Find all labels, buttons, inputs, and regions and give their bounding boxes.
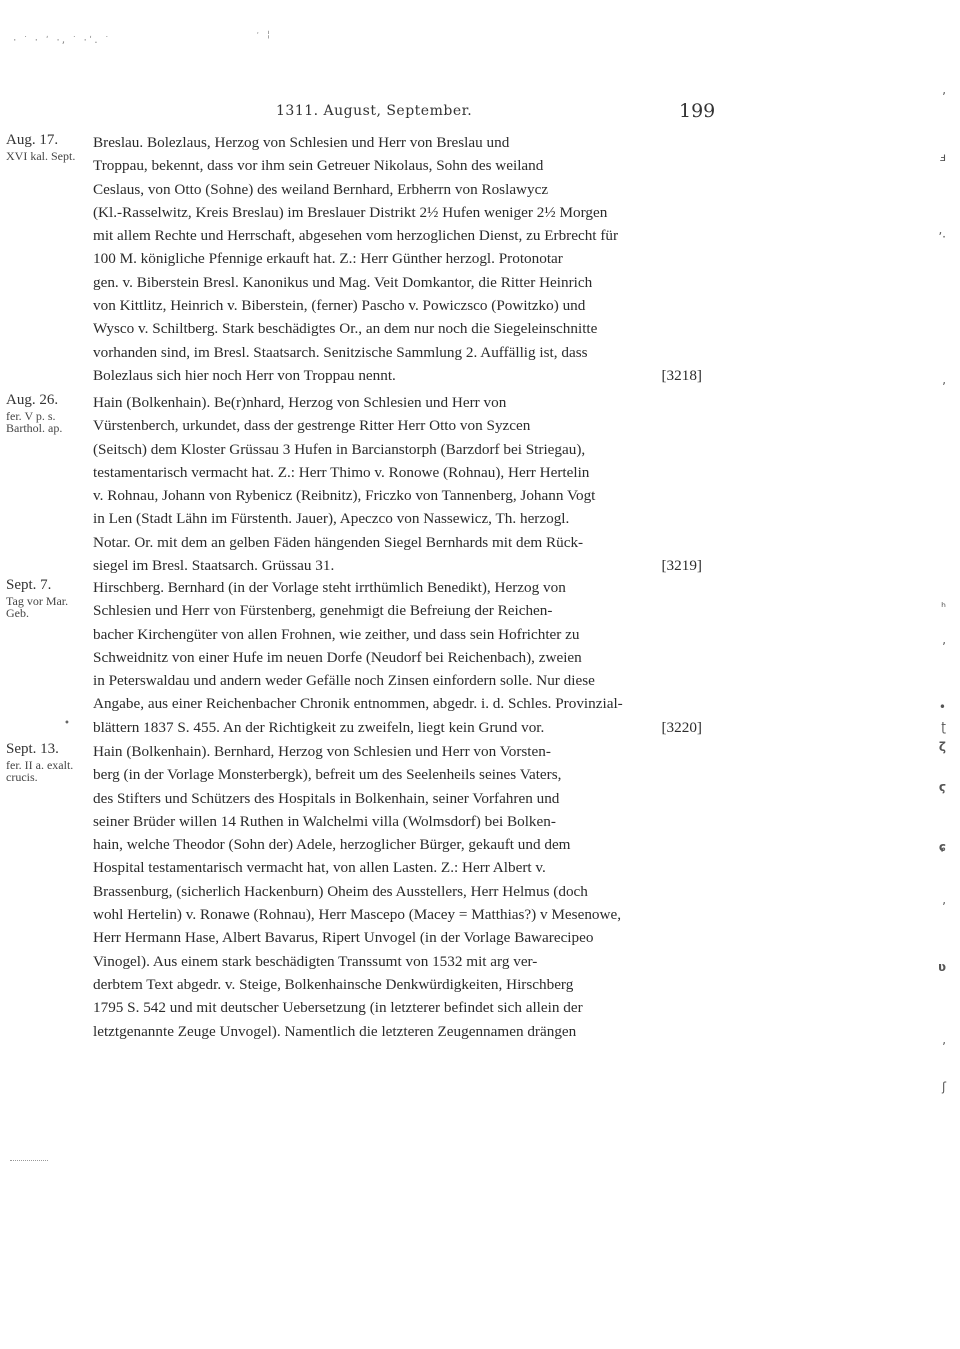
entry-feast: fer. II a. exalt. crucis.: [6, 758, 74, 784]
text-line: Ceslaus, von Otto (Sohne) des weiland Bernhard, Erbherrn von Roslawycz: [93, 180, 549, 198]
text-line: [93, 716, 702, 739]
entry-body: [93, 391, 702, 577]
scan-edge-artifacts: ʼ ⅎ ʼ· ʼ ʰ ʼ • ʈ ζ ϛ ɕ ʼ ʋ ʼ ʃ: [937, 90, 946, 1094]
text-line: Schlesien und Herr von Fürstenberg, genehmigt die Befreiung der Reichen-: [93, 602, 553, 620]
entry-feast: XVI kal. Sept.: [6, 149, 76, 163]
entry-date: Aug. 17.: [6, 132, 59, 148]
text-line: [93, 364, 702, 387]
text-line: von Kittlitz, Heinrich v. Biberstein, (ferner) Pascho v. Powiczsco (Powitzko) und: [93, 297, 586, 315]
text-line: Hain (Bolkenhain). Bernhard, Herzog von Schlesien und Herr von Vorsten-: [93, 743, 551, 760]
margin-dot: •: [64, 718, 70, 729]
text-line: v. Rohnau, Johann von Rybenicz (Reibnitz), Friczko von Tannenberg, Johann Vogt: [93, 487, 596, 505]
text-line: 1795 S. 542 und mit deutscher Uebersetzung (in letzterer befindet sich allein der: [93, 999, 583, 1017]
margin-note: [6, 391, 92, 434]
text-line: hain, welche Theodor (Sohn der) Adele, herzoglicher Bürger, gekauft und dem: [93, 836, 571, 854]
scan-artifact: ˑ ¦: [255, 30, 272, 40]
text-line: Vürstenberch, urkundet, dass der gestrenge Ritter Herr Otto von Syzcen: [93, 417, 531, 435]
text-line: Breslau. Bolezlaus, Herzog von Schlesien und Herr von Breslau und: [93, 134, 510, 151]
entry-feast: Tag vor Mar. Geb.: [6, 594, 69, 620]
document-number: [3219]: [661, 557, 702, 575]
text-line: Vinogel). Aus einem stark beschädigten Transsumt von 1532 mit arg ver-: [93, 952, 538, 970]
text-line: testamentarisch vermacht hat. Z.: Herr Thimo v. Ronowe (Rohnau), Herr Hertelin: [93, 463, 590, 481]
text-line: Hain (Bolkenhain). Be(r)nhard, Herzog von Schlesien und Herr von: [93, 394, 507, 411]
text-line: Schweidnitz von einer Hufe im neuen Dorfe (Neudorf bei Reichenbach), zweien: [93, 648, 582, 666]
text-line-content: blättern 1837 S. 455. An der Richtigkeit zu zweifeln, liegt kein Grund vor.: [93, 718, 545, 736]
text-line: [93, 554, 702, 577]
text-line: in Peterswaldau und andern weder Gefälle noch Zinsen einfordern solle. Nur diese: [93, 672, 595, 690]
text-line: vorhanden sind, im Bresl. Staatsarch. Senitzische Sammlung 2. Auffällig ist, dass: [93, 343, 588, 361]
text-line: Hirschberg. Bernhard (in der Vorlage steht irrthümlich Benedikt), Herzog von: [93, 579, 566, 596]
scan-artifact-line: [10, 1160, 48, 1161]
entry-date: Sept. 7.: [6, 577, 52, 593]
text-line: seiner Brüder willen 14 Ruthen in Walchelmi villa (Wolmsdorf) bei Bolken-: [93, 812, 556, 830]
entry-date: Sept. 13.: [6, 741, 59, 757]
entry-body: [93, 576, 702, 739]
text-line: berg (in der Vorlage Monsterbergk), befreit um des Seelenheils seines Vaters,: [93, 766, 562, 784]
text-line: Hospital testamentarisch vermacht hat, von allen Lasten. Z.: Herr Albert v.: [93, 859, 546, 877]
entry-body: [93, 131, 702, 387]
page-number: 199: [679, 100, 716, 122]
text-line: mit allem Rechte und Herrschaft, abgesehen vom herzoglichen Dienst, zu Erbrecht für: [93, 227, 619, 245]
text-line: Notar. Or. mit dem an gelben Fäden hängenden Siegel Bernhards mit dem Rück-: [93, 533, 584, 551]
text-line: des Stifters und Schützers des Hospitals in Bolkenhain, seiner Vorfahren und: [93, 789, 560, 807]
text-line: Wysco v. Schiltberg. Stark beschädigtes Or., an dem nur noch die Siegeleinschnitte: [93, 320, 598, 338]
text-line: in Len (Stadt Lähn im Fürstenth. Jauer), Apeczco von Nassewicz, Th. herzogl.: [93, 510, 570, 528]
text-line: (Kl.-Rasselwitz, Kreis Breslau) im Breslauer Distrikt 2½ Hufen weniger 2½ Morgen: [93, 203, 608, 221]
page-header-title: 1311. August, September.: [276, 103, 473, 119]
scan-artifact: · ˙ · ʹ ·, ˙ ·ʹ. ˙: [12, 36, 110, 46]
text-line: Herr Hermann Hase, Albert Bavarus, Ripert Unvogel (in der Vorlage Bawarecipeo: [93, 929, 594, 947]
text-line: wohl Hertelin) v. Ronawe (Rohnau), Herr Mascepo (Macey = Matthias?) v Mesenowe,: [93, 906, 622, 924]
running-head: [0, 100, 960, 125]
document-number: [3220]: [661, 718, 702, 736]
text-line: 100 M. königliche Pfennige erkauft hat. Z.: Herr Günther herzogl. Protonotar: [93, 250, 563, 268]
text-line: gen. v. Biberstein Bresl. Kanonikus und Mag. Veit Domkantor, die Ritter Heinrich: [93, 273, 593, 291]
margin-note: [6, 131, 92, 162]
text-line: derbtem Text abgedr. v. Steige, Bolkenhainsche Denkwürdigkeiten, Hirschberg: [93, 975, 574, 993]
text-line: Brassenburg, (sicherlich Hackenburn) Oheim des Ausstellers, Herr Helmus (doch: [93, 882, 588, 900]
margin-note: [6, 576, 92, 619]
text-line: letztgenannte Zeuge Unvogel). Namentlich die letzteren Zeugennamen drängen: [93, 1022, 577, 1040]
text-line: Angabe, aus einer Reichenbacher Chronik entnommen, abgedr. i. d. Schles. Provinzial-: [93, 695, 623, 713]
text-line: Troppau, bekennt, dass vor ihm sein Getreuer Nikolaus, Sohn des weiland: [93, 157, 544, 175]
document-number: [3218]: [661, 366, 702, 384]
margin-note: [6, 740, 92, 783]
text-line-content: siegel im Bresl. Staatsarch. Grüssau 31.: [93, 557, 335, 575]
entry-feast: fer. V p. s. Barthol. ap.: [6, 409, 63, 435]
entry-body: [93, 740, 702, 1043]
text-line: (Seitsch) dem Kloster Grüssau 3 Hufen in Barcianstorph (Barzdorf bei Striegau),: [93, 440, 586, 458]
text-line-content: Bolezlaus sich hier noch Herr von Troppau nennt.: [93, 366, 396, 384]
entry-date: Aug. 26.: [6, 392, 59, 408]
text-line: bacher Kirchengüter von allen Frohnen, wie zeither, und dass sein Hofrichter zu: [93, 625, 580, 643]
